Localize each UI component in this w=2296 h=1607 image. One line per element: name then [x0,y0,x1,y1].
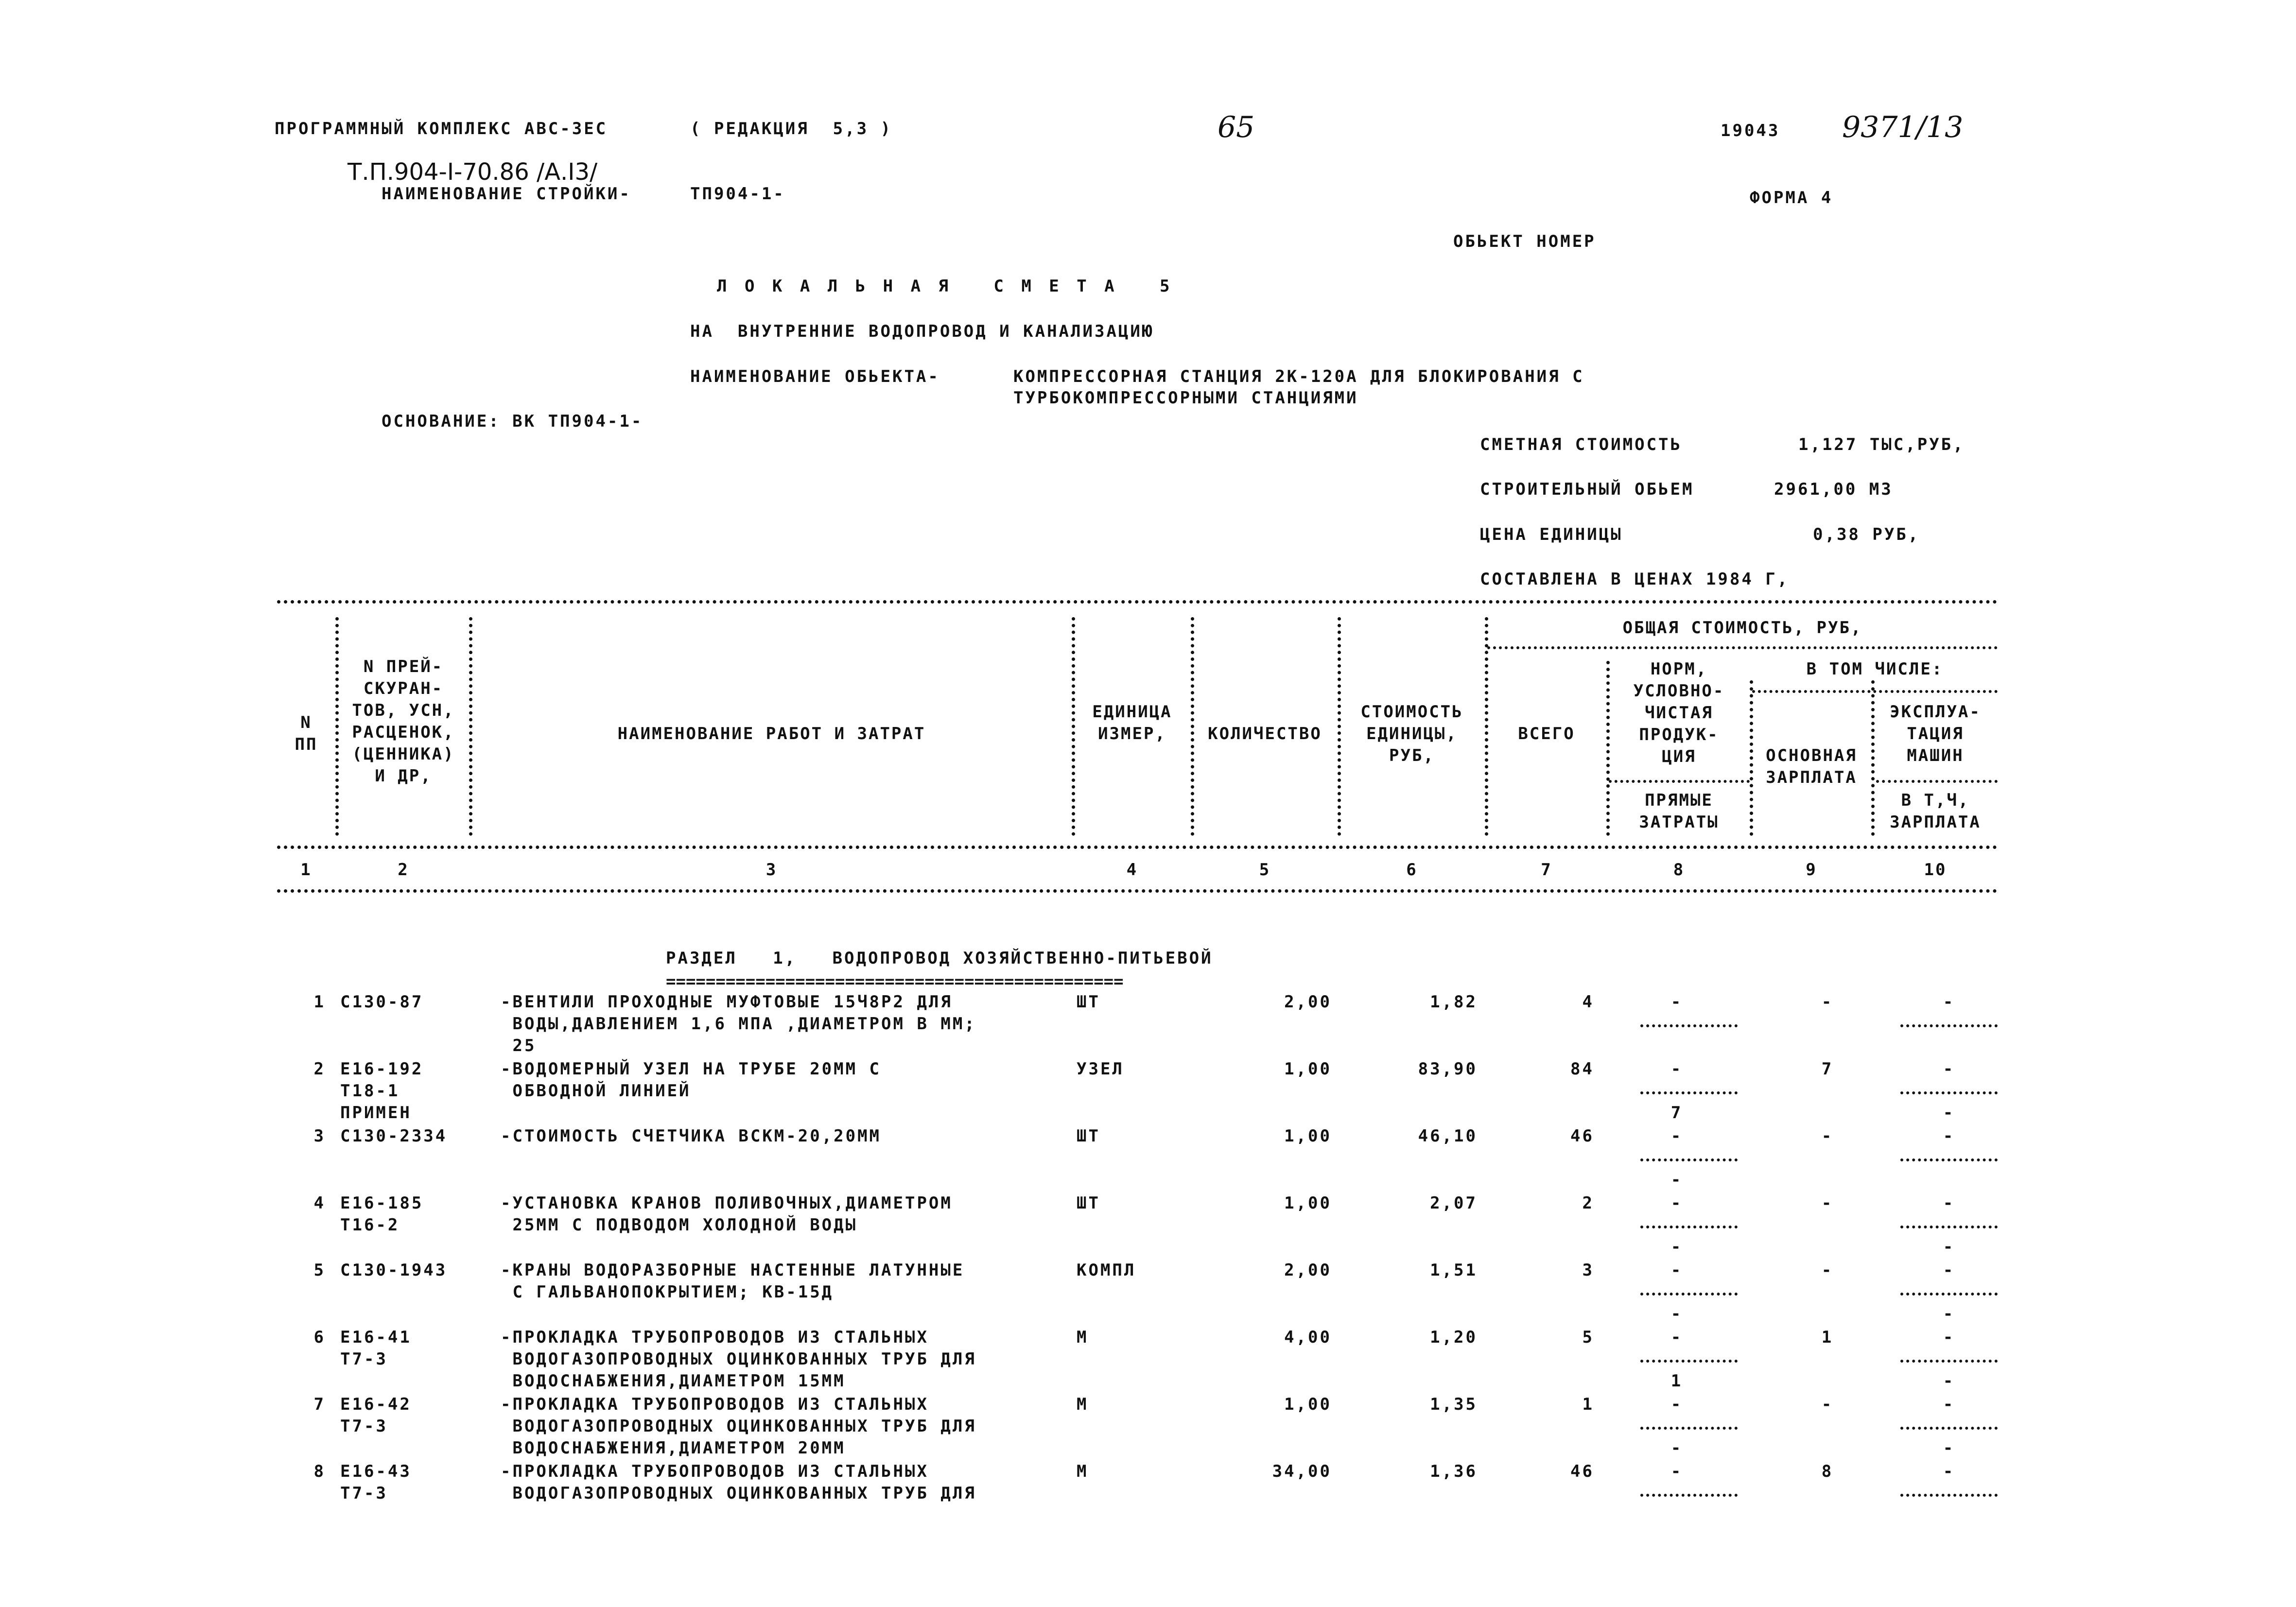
row-number: 6 [313,1328,326,1347]
row-unit-price: 1,36 [1430,1462,1478,1481]
row-machine-operation: - [1943,1462,1955,1481]
col-header-machine-operation: ЭКСПЛУА- ТАЦИЯ МАШИН [1890,702,1981,765]
col-sep [1338,617,1341,836]
row-c10-dash [1900,1494,1998,1497]
row-c10-dash [1900,1226,1998,1228]
row-quantity: 4,00 [1284,1328,1332,1347]
unit-price-value: 0,38 РУБ, [1813,525,1920,544]
row-unit-price: 1,51 [1430,1261,1478,1280]
row-code: С130-87 [340,992,424,1012]
object-name-line2: ТУРБОКОМПРЕССОРНЫМИ СТАНЦИЯМИ [1013,388,1358,408]
row-unit: М [1077,1328,1089,1347]
row-c10-dash [1900,1293,1998,1296]
row-total: 4 [1582,992,1594,1012]
row-total: 5 [1582,1328,1594,1347]
row-quantity: 2,00 [1284,1261,1332,1280]
row-code: Е16-185 Т16-2 [340,1193,424,1235]
building-volume-label: СТРОИТЕЛЬНЫЙ ОБЬЕМ [1480,480,1694,499]
row-total: 46 [1570,1126,1594,1146]
col-sep [335,617,339,836]
col-header-in-that: В ТОМ ЧИСЛЕ: [1806,659,1944,679]
col-header-quantity: КОЛИЧЕСТВО [1208,724,1322,743]
row-unit: М [1077,1395,1089,1414]
col-header-incl-salary: В Т,Ч, ЗАРПЛАТА [1890,791,1981,832]
line-name-label: НАИМЕНОВАНИЕ СТРОЙКИ- [382,184,631,204]
page-title: Л О К А Л Ь Н А Я С М Е Т А 5 [717,276,1174,296]
c8-rule [1609,780,1750,783]
row-base-salary: - [1821,1261,1834,1280]
col-header-unit: ЕДИНИЦА ИЗМЕР, [1092,702,1172,743]
col-header-code: N ПРЕЙ- СКУРАН- ТОВ, УСН, РАСЦЕНОК, (ЦЕННИКА) И ДР, [352,657,455,786]
col-sep [1750,680,1753,836]
column-number: 6 [1406,860,1418,880]
subgroup-rule [1752,690,1998,693]
row-incl-salary: - [1943,1438,1955,1458]
col-header-norm-net: НОРМ, УСЛОВНО- ЧИСТАЯ ПРОДУК- ЦИЯ [1633,659,1725,766]
object-label: НАИМЕНОВАНИЕ ОБЬЕКТА- [690,367,940,386]
row-name: -ПРОКЛАДКА ТРУБОПРОВОДОВ ИЗ СТАЛЬНЫХ ВОДОГАЗОПРОВОДНЫХ ОЦИНКОВАННЫХ ТРУБ ДЛЯ [501,1462,976,1503]
page-number: 65 [1218,110,1255,144]
column-number: 7 [1541,860,1552,880]
col-header-direct-costs: ПРЯМЫЕ ЗАТРАТЫ [1639,791,1719,832]
c10-rule [1876,780,1998,783]
row-unit: М [1077,1462,1089,1481]
row-direct-costs: - [1670,1170,1683,1190]
program-name: ПРОГРАММНЫЙ КОМПЛЕКС АВС-3ЕС [275,119,608,138]
row-base-salary: - [1821,1126,1834,1146]
prices-note: СОСТАВЛЕНА В ЦЕНАХ 1984 Г, [1480,570,1790,589]
column-number: 1 [300,860,312,880]
estimated-cost-label: СМЕТНАЯ СТОИМОСТЬ [1480,435,1682,454]
row-machine-operation: - [1943,1193,1955,1213]
col-header-total: ВСЕГО [1518,724,1575,743]
row-norm-net: - [1670,1462,1683,1481]
column-number: 5 [1259,860,1271,880]
row-c8-dash [1640,1293,1738,1296]
row-name: -УСТАНОВКА КРАНОВ ПОЛИВОЧНЫХ,ДИАМЕТРОМ 25ММ С ПОДВОДОМ ХОЛОДНОЙ ВОДЫ [501,1193,953,1235]
row-unit-price: 1,35 [1430,1395,1478,1414]
row-number: 5 [313,1261,326,1280]
row-c10-dash [1900,1158,1998,1161]
row-base-salary: - [1821,1193,1834,1213]
program-edition: ( РЕДАКЦИЯ 5,3 ) [690,119,892,138]
row-base-salary: - [1821,992,1834,1012]
row-code: Е16-192 Т18-1 ПРИМЕН [340,1059,424,1123]
header-bottom-rule [277,846,1998,849]
group-rule [1487,646,1998,649]
row-name: -КРАНЫ ВОДОРАЗБОРНЫЕ НАСТЕННЫЕ ЛАТУННЫЕ С ГАЛЬВАНОПОКРЫТИЕМ; КВ-15Д [501,1261,965,1302]
row-machine-operation: - [1943,1126,1955,1146]
col-sep [469,617,472,836]
col-sep [1606,661,1610,836]
row-c8-dash [1640,1360,1738,1363]
estimated-cost-value: 1,127 ТЫС,РУБ, [1798,435,1965,454]
row-total: 2 [1582,1193,1594,1213]
handwritten-code: 9371/13 [1842,110,1964,144]
unit-price-label: ЦЕНА ЕДИНИЦЫ [1480,525,1623,544]
row-c10-dash [1900,1360,1998,1363]
col-header-total-cost-group: ОБЩАЯ СТОИМОСТЬ, РУБ, [1622,618,1862,638]
col-header-n: N ПП [295,713,318,754]
col-header-name: НАИМЕНОВАНИЕ РАБОТ И ЗАТРАТ [617,724,926,743]
row-unit: КОМПЛ [1077,1261,1136,1280]
row-direct-costs: - [1670,1438,1683,1458]
row-number: 4 [313,1193,326,1213]
row-unit-price: 83,90 [1418,1059,1478,1079]
object-name-line1: КОМПРЕССОРНАЯ СТАНЦИЯ 2К-120А ДЛЯ БЛОКИРОВАНИЯ С [1013,367,1584,386]
row-c8-dash [1640,1226,1738,1228]
col-header-base-salary: ОСНОВНАЯ ЗАРПЛАТА [1766,746,1857,787]
line-name-value: ТП904-1- [690,184,785,204]
row-c10-dash [1900,1427,1998,1430]
column-number: 3 [765,860,778,880]
row-base-salary: 8 [1821,1462,1834,1481]
row-c10-dash [1900,1091,1998,1094]
row-c8-dash [1640,1494,1738,1497]
row-machine-operation: - [1943,1261,1955,1280]
row-base-salary: 1 [1821,1328,1834,1347]
row-code: С130-2334 [340,1126,448,1146]
row-total: 46 [1570,1462,1594,1481]
row-number: 7 [313,1395,326,1414]
col-sep [1485,617,1488,836]
row-unit: ШТ [1077,1193,1100,1213]
column-number: 10 [1924,860,1947,880]
row-quantity: 1,00 [1284,1126,1332,1146]
row-unit-price: 46,10 [1418,1126,1478,1146]
row-machine-operation: - [1943,1395,1955,1414]
row-name: -ПРОКЛАДКА ТРУБОПРОВОДОВ ИЗ СТАЛЬНЫХ ВОДОГАЗОПРОВОДНЫХ ОЦИНКОВАННЫХ ТРУБ ДЛЯ ВОДОСНАБЖЕНИЯ,ДИАМЕТРОМ 20ММ [501,1395,976,1458]
row-c8-dash [1640,1427,1738,1430]
section-underline: ============================================== [666,972,1124,991]
row-number: 3 [313,1126,326,1146]
row-quantity: 1,00 [1284,1395,1332,1414]
row-direct-costs: - [1670,1237,1683,1257]
column-number: 4 [1126,860,1138,880]
row-unit-price: 2,07 [1430,1193,1478,1213]
row-total: 3 [1582,1261,1594,1280]
numbers-bottom-rule [277,889,1998,893]
row-incl-salary: - [1943,1237,1955,1257]
basis: ОСНОВАНИЕ: ВК ТП904-1- [382,412,644,431]
page-subtitle: НА ВНУТРЕННИЕ ВОДОПРОВОД И КАНАЛИЗАЦИЮ [690,322,1154,341]
row-code: С130-1943 [340,1261,448,1280]
row-number: 1 [313,992,326,1012]
col-sep [1871,680,1875,836]
row-direct-costs: 7 [1670,1103,1683,1123]
column-number: 9 [1806,860,1817,880]
row-base-salary: - [1821,1395,1834,1414]
row-machine-operation: - [1943,1059,1955,1079]
row-quantity: 1,00 [1284,1193,1332,1213]
row-norm-net: - [1670,1059,1683,1079]
column-number: 8 [1673,860,1685,880]
row-quantity: 1,00 [1284,1059,1332,1079]
row-direct-costs: - [1670,1304,1683,1324]
row-quantity: 2,00 [1284,992,1332,1012]
row-unit-price: 1,20 [1430,1328,1478,1347]
row-name: -ВОДОМЕРНЫЙ УЗЕЛ НА ТРУБЕ 20ММ С ОБВОДНОЙ ЛИНИЕЙ [501,1059,882,1101]
row-total: 84 [1570,1059,1594,1079]
col-header-unit-cost: СТОИМОСТЬ ЕДИНИЦЫ, РУБ, [1360,702,1463,765]
document-code: 19043 [1721,121,1780,140]
object-number-label: ОБЬЕКТ НОМЕР [1453,232,1596,251]
row-incl-salary: - [1943,1371,1955,1391]
row-number: 8 [313,1462,326,1481]
row-direct-costs: 1 [1670,1371,1683,1391]
row-name: -ПРОКЛАДКА ТРУБОПРОВОДОВ ИЗ СТАЛЬНЫХ ВОДОГАЗОПРОВОДНЫХ ОЦИНКОВАННЫХ ТРУБ ДЛЯ ВОДОСНАБЖЕНИЯ,ДИАМЕТРОМ 15ММ [501,1328,976,1391]
row-total: 1 [1582,1395,1594,1414]
row-c8-dash [1640,1158,1738,1161]
form-label: ФОРМА 4 [1750,188,1833,207]
col-sep [1072,617,1075,836]
row-norm-net: - [1670,1126,1683,1146]
row-name: -СТОИМОСТЬ СЧЕТЧИКА ВСКМ-20,20ММ [501,1126,882,1146]
row-incl-salary: - [1943,1304,1955,1324]
row-norm-net: - [1670,1261,1683,1280]
building-volume-value: 2961,00 М3 [1774,480,1893,499]
row-code: Е16-41 Т7-3 [340,1328,412,1369]
project-stamp: Т.П.904-I-70.86 /А.I3/ [348,158,598,186]
column-number: 2 [398,860,409,880]
row-base-salary: 7 [1821,1059,1834,1079]
row-c10-dash [1900,1024,1998,1027]
row-machine-operation: - [1943,992,1955,1012]
row-code: Е16-43 Т7-3 [340,1462,412,1503]
row-c8-dash [1640,1091,1738,1094]
section-title: РАЗДЕЛ 1, ВОДОПРОВОД ХОЗЯЙСТВЕННО-ПИТЬЕВОЙ [666,949,1213,968]
row-norm-net: - [1670,1193,1683,1213]
row-number: 2 [313,1059,326,1079]
table-top-rule [277,600,1998,604]
row-unit-price: 1,82 [1430,992,1478,1012]
row-norm-net: - [1670,1328,1683,1347]
row-name: -ВЕНТИЛИ ПРОХОДНЫЕ МУФТОВЫЕ 15Ч8Р2 ДЛЯ ВОДЫ,ДАВЛЕНИЕМ 1,6 МПА ,ДИАМЕТРОМ В ММ; 25 [501,992,976,1055]
row-norm-net: - [1670,1395,1683,1414]
row-quantity: 34,00 [1272,1462,1332,1481]
row-machine-operation: - [1943,1328,1955,1347]
row-norm-net: - [1670,992,1683,1012]
row-unit: ШТ [1077,1126,1100,1146]
row-c8-dash [1640,1024,1738,1027]
row-unit: ШТ [1077,992,1100,1012]
row-code: Е16-42 Т7-3 [340,1395,412,1436]
row-incl-salary: - [1943,1103,1955,1123]
row-unit: УЗЕЛ [1077,1059,1124,1079]
